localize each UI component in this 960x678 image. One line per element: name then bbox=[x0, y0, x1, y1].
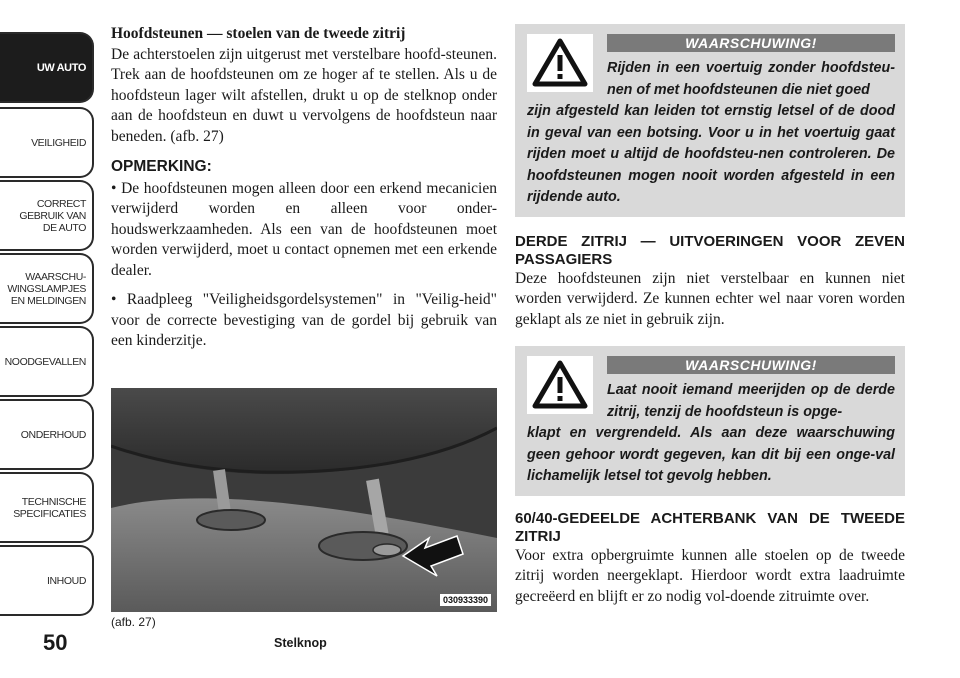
paragraph-split-bench: Voor extra opbergruimte kunnen alle stoelen op de tweede zitrij worden neergeklapt. Hierdoor wordt extra laadruimte gecreëerd en blijft er zo nodig vol-doende zitruimte over. bbox=[515, 546, 905, 605]
warning-2-text-rest: klapt en vergrendeld. Als aan deze waarschuwing geen gehoor wordt gegeven, kan dit bij een onge-val lichamelijk letsel tot gevolg hebben. bbox=[527, 425, 895, 484]
warning-box-2 bbox=[515, 346, 905, 496]
heading-split-bench: 60/40-GEDEELDE ACHTERBANK VAN DE TWEEDE ZITRIJ bbox=[515, 509, 905, 545]
heading-third-row: DERDE ZITRIJ — UITVOERINGEN VOOR ZEVEN PASSAGIERS bbox=[515, 232, 905, 268]
warning-banner-2: WAARSCHUWING! bbox=[607, 356, 895, 374]
figure-reference: (afb. 27) bbox=[111, 615, 156, 629]
tab-uw-auto[interactable]: UW AUTO bbox=[0, 32, 94, 103]
warning-box-1 bbox=[515, 24, 905, 217]
warning-triangle-icon bbox=[527, 34, 593, 92]
warning-banner-1: WAARSCHUWING! bbox=[607, 34, 895, 52]
tab-technische-specificaties[interactable]: TECHNISCHE SPECIFICATIES bbox=[0, 472, 94, 543]
note-bullet-removal: • De hoofdsteunen mogen alleen door een erkend mecanicien verwijderd worden en alleen voor onder-houdswerkzaamheden. Als een van de hoofdsteunen moet worden verwijderd, moet u contact opnemen met een erkende dealer. bbox=[111, 179, 497, 279]
note-bullet-child-seat: • Raadpleeg "Veiligheidsgordelsystemen" in "Veilig-heid" voor de correcte bevestiging van de gordel bij gebruik van een kinderzitje. bbox=[111, 291, 497, 349]
figure-code: 030933390 bbox=[440, 594, 491, 606]
paragraph-third-row: Deze hoofdsteunen zijn niet verstelbaar en kunnen niet worden verwijderd. Ze kunnen echter wel naar voren worden geklapt als ze niet in gebruik zijn. bbox=[515, 269, 905, 328]
headrest-illustration bbox=[111, 388, 497, 612]
tab-veiligheid[interactable]: VEILIGHEID bbox=[0, 107, 94, 178]
headrest-figure bbox=[111, 388, 497, 612]
tab-correct-gebruik[interactable]: CORRECT GEBRUIK VAN DE AUTO bbox=[0, 180, 94, 251]
tab-onderhoud[interactable]: ONDERHOUD bbox=[0, 399, 94, 470]
page-number: 50 bbox=[43, 630, 68, 655]
figure-caption: Stelknop bbox=[274, 636, 327, 650]
left-column bbox=[111, 24, 497, 352]
warning-1-text-start: Rijden in een voertuig zonder hoofdsteu-nen of met hoofdsteunen die niet goed bbox=[607, 60, 895, 98]
warning-1-text-rest: zijn afgesteld kan leiden tot ernstig letsel of de dood in geval van een botsing. Voor u in het voertuig gaat rijden moet u altijd de hoofdsteu-nen controleren. De hoofdsteunen mogen nooit worden afgesteld in een rijdende auto. bbox=[527, 103, 895, 205]
tab-inhoud[interactable]: INHOUD bbox=[0, 545, 94, 616]
tab-noodgevallen[interactable]: NOODGEVALLEN bbox=[0, 326, 94, 397]
tab-waarschuwingslampjes[interactable]: WAARSCHU- WINGSLAMPJES EN MELDINGEN bbox=[0, 253, 94, 324]
subheading-headrests-second-row: Hoofdsteunen — stoelen van de tweede zitrij bbox=[111, 25, 406, 42]
paragraph-headrest-adjust: De achterstoelen zijn uitgerust met verstelbare hoofd-steunen. Trek aan de hoofdsteunen om ze hoger af te stellen. Als u de hoofdsteun lager wilt afstellen, drukt u op de stelknop onder aan de hoofdsteun en duwt u vervolgens de hoofdsteun naar beneden. (afb. 27) bbox=[111, 45, 497, 145]
warning-triangle-icon bbox=[527, 356, 593, 414]
warning-2-text-start: Laat nooit iemand meerijden op de derde zitrij, tenzij de hoofdsteun is opge- bbox=[607, 382, 895, 420]
note-title: OPMERKING: bbox=[111, 158, 212, 175]
right-column bbox=[515, 24, 905, 607]
